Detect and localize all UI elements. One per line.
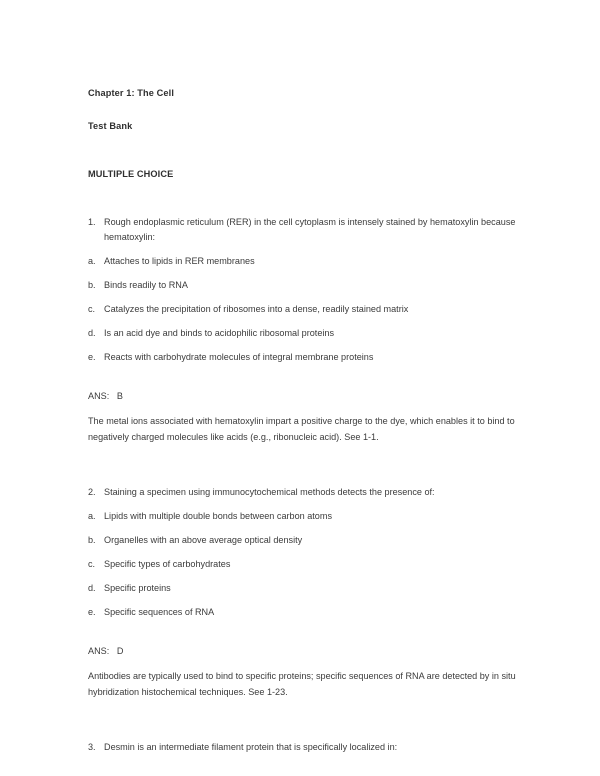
answer-option[interactable] xyxy=(88,581,518,597)
option-text: Organelles with an above average optical density xyxy=(104,535,303,546)
option-text: Specific sequences of RNA xyxy=(104,607,215,618)
document-content xyxy=(88,88,518,756)
answer-key-row xyxy=(88,389,518,405)
answer-option[interactable] xyxy=(88,533,518,549)
option-text: Binds readily to RNA xyxy=(104,280,188,291)
option-marker: a. xyxy=(88,256,96,267)
option-text: Lipids with multiple double bonds between carbon atoms xyxy=(104,511,332,522)
answer-key-label: ANS: xyxy=(88,645,110,656)
option-marker: e. xyxy=(88,352,96,363)
question-stem-text: Rough endoplasmic reticulum (RER) in the cell cytoplasm is intensely stained by hematoxylin because hematoxylin: xyxy=(104,216,516,243)
answer-rationale: Antibodies are typically used to bind to specific proteins; specific sequences of RNA are detected by in situ hybridization histochemical techniques. See 1-23. xyxy=(88,671,516,698)
spacer-after-subtitle xyxy=(88,133,518,169)
option-marker: b. xyxy=(88,280,96,291)
answer-option[interactable] xyxy=(88,509,518,525)
question-stem-row xyxy=(88,215,518,246)
answer-key-value: B xyxy=(116,390,123,401)
answer-option[interactable] xyxy=(88,326,518,342)
question-stem-row xyxy=(88,485,518,501)
answer-key-row xyxy=(88,644,518,660)
section-heading-multiple-choice: MULTIPLE CHOICE xyxy=(88,168,174,179)
question-number: 2. xyxy=(88,487,96,498)
spacer-between-questions xyxy=(88,445,518,485)
option-marker: d. xyxy=(88,583,96,594)
question-stem-row xyxy=(88,740,518,756)
option-marker: a. xyxy=(88,511,96,522)
answer-option[interactable] xyxy=(88,605,518,621)
spacer-after-chapter-title xyxy=(88,100,518,121)
question-block xyxy=(88,485,518,700)
spacer-before-answer xyxy=(88,621,518,644)
answer-key-value: D xyxy=(116,645,124,656)
option-text: Is an acid dye and binds to acidophilic ribosomal proteins xyxy=(104,328,335,339)
option-marker: e. xyxy=(88,607,96,618)
option-text: Reacts with carbohydrate molecules of integral membrane proteins xyxy=(104,352,374,363)
answer-option[interactable] xyxy=(88,278,518,294)
option-marker: c. xyxy=(88,559,96,570)
answer-key-label: ANS: xyxy=(88,390,110,401)
question-block xyxy=(88,740,518,756)
option-text: Specific types of carbohydrates xyxy=(104,559,231,570)
spacer-before-answer xyxy=(88,366,518,389)
document-subtitle: Test Bank xyxy=(88,120,133,131)
question-stem-text: Staining a specimen using immunocytochemical methods detects the presence of: xyxy=(104,487,435,498)
spacer-after-section-heading xyxy=(88,181,518,215)
question-number: 3. xyxy=(88,742,96,753)
option-text: Attaches to lipids in RER membranes xyxy=(104,256,255,267)
option-marker: d. xyxy=(88,328,96,339)
answer-option[interactable] xyxy=(88,350,518,366)
option-marker: b. xyxy=(88,535,96,546)
answer-option[interactable] xyxy=(88,302,518,318)
answer-rationale: The metal ions associated with hematoxylin impart a positive charge to the dye, which enables it to bind to negatively charged molecules like acids (e.g., ribonucleic acid). See 1-1. xyxy=(88,416,515,443)
answer-option[interactable] xyxy=(88,557,518,573)
chapter-title: Chapter 1: The Cell xyxy=(88,88,175,98)
answer-option[interactable] xyxy=(88,254,518,270)
option-text: Specific proteins xyxy=(104,583,171,594)
spacer-between-questions xyxy=(88,700,518,740)
question-block xyxy=(88,215,518,446)
question-stem-text: Desmin is an intermediate filament protein that is specifically localized in: xyxy=(104,742,398,753)
option-marker: c. xyxy=(88,304,96,315)
option-text: Catalyzes the precipitation of ribosomes into a dense, readily stained matrix xyxy=(104,304,409,315)
question-number: 1. xyxy=(88,216,96,227)
